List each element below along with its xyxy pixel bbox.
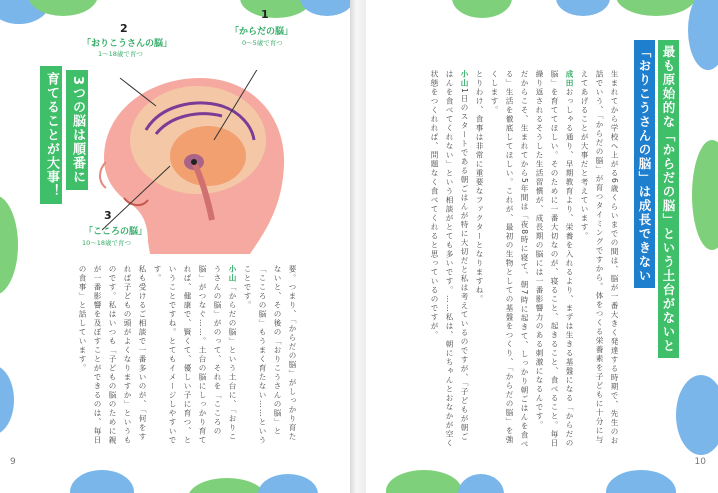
page-number: 9 [10, 457, 16, 467]
callout-title: 「こころの脳」 [84, 227, 148, 237]
paragraph [75, 265, 150, 450]
callout-number: 2 [120, 22, 128, 35]
paragraph [150, 265, 240, 450]
paragraph-text: おっしゃる通り、早期教育より、栄養を入れるより、まずは生きる基盤になる「からだの脳」を育ててほしい。そのために一番大切なのが、寝ること、起きること、食べること。毎日繰り返されるそうした生活習慣が、成長期の脳には一番影響力のある刺激になるんです。 [535, 70, 574, 448]
decor-blob [556, 0, 610, 16]
callout-subtitle: 0〜5歳で育つ [242, 39, 283, 47]
paragraph [487, 70, 532, 450]
paragraph [532, 70, 577, 450]
paragraph [427, 70, 472, 450]
decor-blob [0, 365, 14, 435]
lead-banner: 3つの脳は順番に [66, 70, 88, 190]
decor-blob [0, 195, 18, 295]
lead-banner: 育てることが大事！ [40, 66, 62, 204]
paragraph [472, 70, 487, 450]
right-body-text [406, 70, 622, 450]
callout-subtitle: 1〜18歳で育つ [98, 50, 143, 58]
callout-number: 3 [104, 209, 112, 222]
headline-line-2: 「おりこうさんの脳」は成長できない [634, 40, 655, 288]
left-body-text [62, 265, 300, 450]
decor-blob [258, 474, 318, 493]
paragraph-text: 私も受けるご相談で一番多いのが、「何をすれば子どもの頭がよくなりますか」というものです。私はいつも「子どもの脳のために親が一番影響を及ぼすことができるのは、毎日の食事」と話しています。 [78, 265, 147, 445]
callout-subtitle: 10〜18歳で育つ [82, 239, 132, 247]
paragraph-text: 1日のスタートである朝ごはんが特に大切だと私は考えているのですが、「子どもが朝ごはんを食べてくれない」という相談がとても多いです。……私は、朝にちゃんとおなかが空く状態をつくれれば、問題なく食べてくれると思っているのですが。 [430, 70, 469, 448]
headline-line-1: 最も原始的な「からだの脳」という土台がないと [658, 40, 679, 358]
paragraph-text: 要。つまり、「からだの脳」がしっかり育たないと、その後の「おりこうさんの脳」と「こころの脳」もうまく育たない……ということです。 [243, 265, 297, 445]
callout-number: 1 [261, 8, 269, 21]
decor-blob [676, 375, 718, 455]
decor-blob [452, 0, 512, 18]
paragraph-text: 生まれてから学校へ上がる6歳くらいまでの間は、脳が一番大きく発達する時期で、先生のお話でいう、「からだの脳」が育つタイミングですから。体をつくる栄養素を子どもに十分に与えてあげることが大事だと考えています。 [580, 70, 619, 446]
paragraph [577, 70, 622, 450]
decor-blob [300, 0, 350, 16]
decor-blob [386, 470, 462, 493]
callout-title: 「からだの脳」 [230, 27, 294, 37]
decor-blob [458, 474, 504, 493]
speaker-name: 小山 [460, 70, 469, 88]
decor-blob [692, 140, 718, 250]
decor-blob [688, 0, 718, 70]
paragraph-text: だからこそ、生まれてから5年間は「夜8時に寝て、朝7時に起きて、しっかり朝ごはんを食べる」生活を徹底してほしい。これが、最初の生物としての基盤をつくり、「からだの脳」を強くします。 [490, 70, 529, 449]
speaker-name: 小山 [228, 265, 237, 283]
left-page [0, 0, 350, 493]
book-gutter [350, 0, 366, 493]
decor-blob [616, 0, 696, 16]
callout-title: 「おりこうさんの脳」 [82, 39, 173, 49]
paragraph-text: 「からだの脳」という土台に、「おりこうさんの脳」がのって、それを「こころの脳」がつなぐ……。土台の脳にしっかり育てれば、健康で、賢くて、優しい子に育つ、ということですね。とてもイメージしやすいです。 [153, 265, 237, 445]
decor-blob [70, 470, 134, 493]
speaker-name: 成田 [565, 70, 574, 88]
decor-blob [606, 470, 676, 493]
right-page [366, 0, 718, 493]
paragraph-text: とりわけ、食事は非常に重要なファクターとなりますね。 [475, 70, 484, 304]
decor-blob [188, 478, 266, 493]
page-number: 10 [694, 457, 706, 467]
paragraph [240, 265, 300, 450]
